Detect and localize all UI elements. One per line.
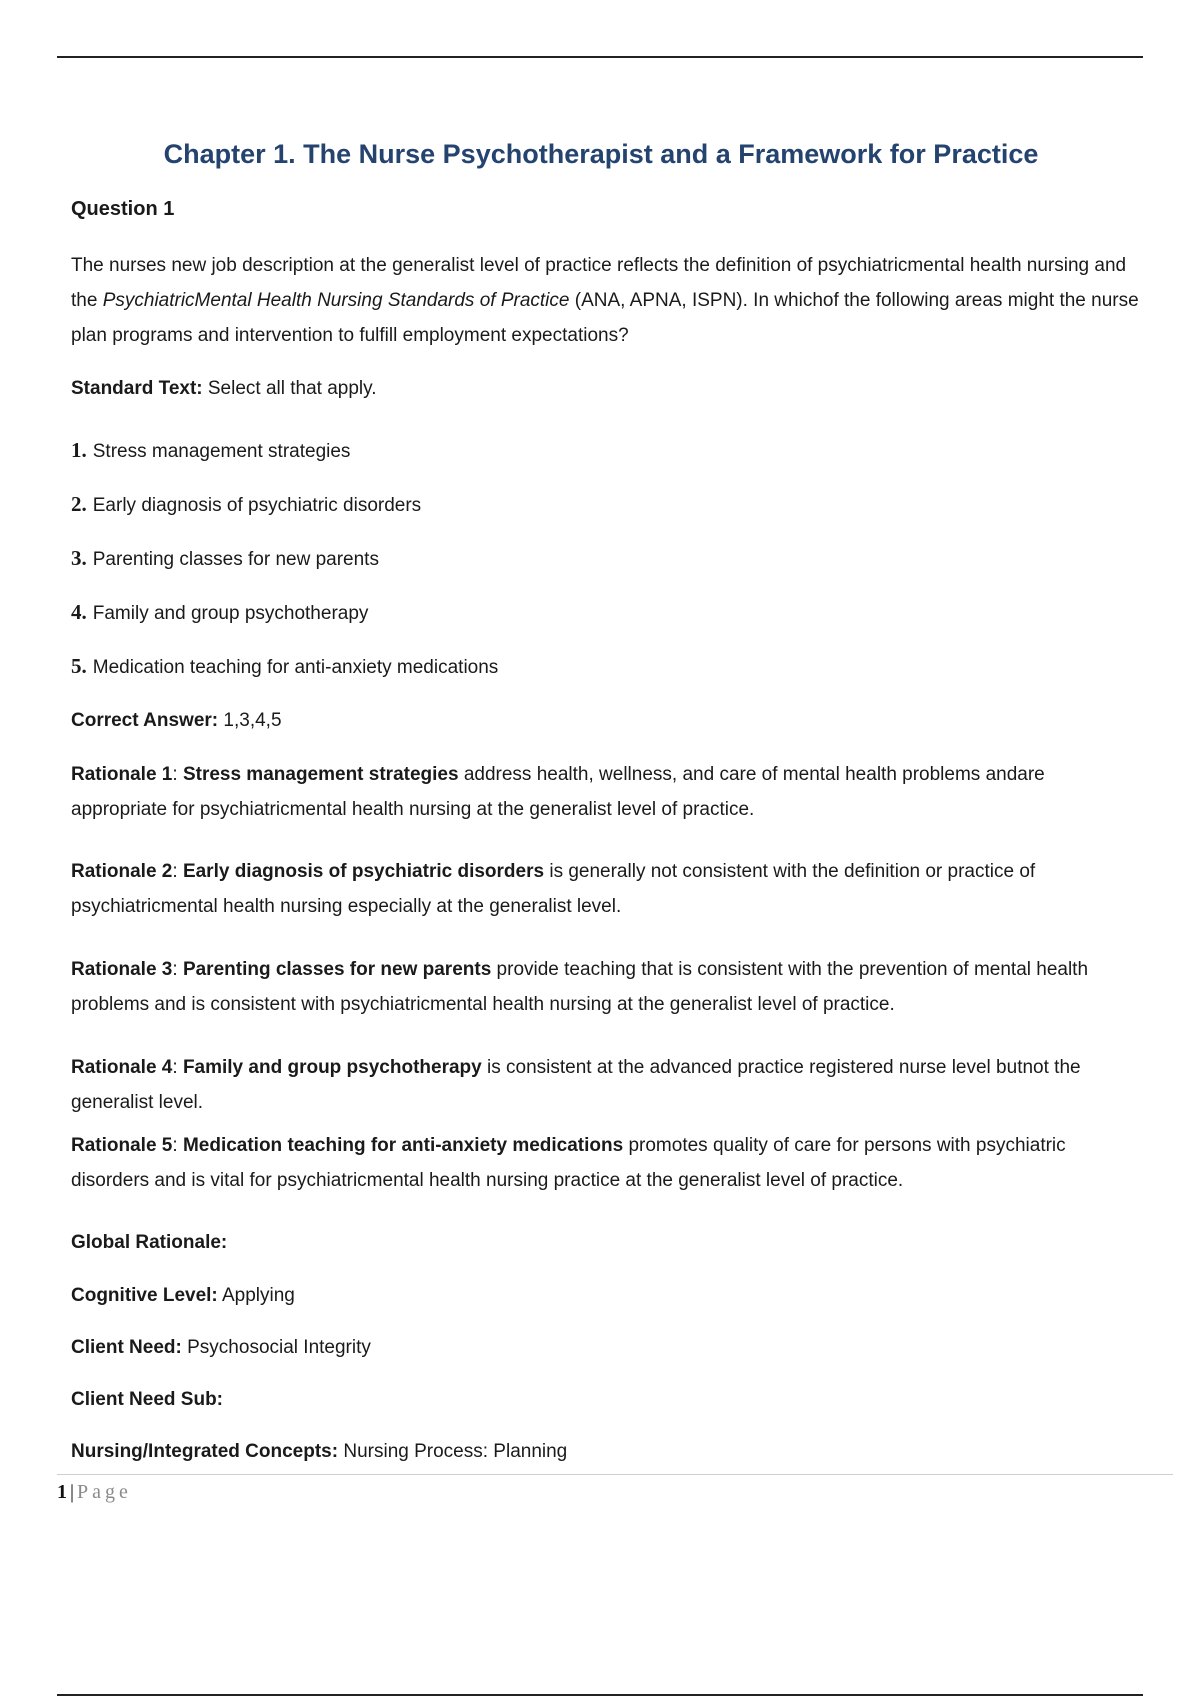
- rationale-colon: :: [172, 861, 183, 882]
- rationale-label: Rationale 4: [71, 1057, 173, 1078]
- rationale-topic: Early diagnosis of psychiatric disorders: [182, 861, 545, 882]
- rationale-topic: Medication teaching for anti-anxiety medications: [182, 1135, 624, 1156]
- correct-answer-value: 1,3,4,5: [218, 710, 282, 731]
- rationale-topic: Stress management strategies: [182, 764, 459, 785]
- rationale-colon: :: [172, 764, 183, 785]
- rationale-text: is generally not consistent with the definition or practice of psychiatricmental health nursing especially at the generalist level.: [71, 861, 1036, 917]
- answer-option: [71, 433, 498, 487]
- rationale-3: [71, 952, 1146, 1022]
- chapter-title: Chapter 1. The Nurse Psychotherapist and a Framework for Practice: [163, 139, 1039, 169]
- client-need-label: Client Need:: [71, 1337, 182, 1358]
- rationale-label: Rationale 1: [71, 764, 173, 785]
- rationale-label: Rationale 3: [71, 959, 173, 980]
- stem-text-continued: (ANA, APNA, ISPN). In whichof the following areas might the nurse plan programs and intervention to fulfill employment expectations?: [71, 290, 1139, 346]
- rationale-label: Rationale 5: [71, 1135, 173, 1156]
- nursing-concepts-value: Nursing Process: Planning: [338, 1441, 568, 1462]
- rationale-colon: :: [172, 1135, 183, 1156]
- cognitive-level-label: Cognitive Level:: [71, 1285, 218, 1306]
- page-footer: [57, 1478, 132, 1506]
- rationale-2: [71, 854, 1146, 924]
- cognitive-level-line: [71, 1279, 1146, 1313]
- footer-divider: [57, 1474, 1173, 1475]
- option-text: Stress management strategies: [92, 441, 351, 462]
- rationale-text: is consistent at the advanced practice registered nurse level butnot the generalist level.: [71, 1057, 1081, 1113]
- correct-answer-line: [71, 704, 1146, 738]
- global-rationale-label: Global Rationale:: [71, 1232, 228, 1253]
- bottom-rule: [57, 1694, 1143, 1696]
- answer-option: [71, 595, 498, 649]
- rationale-5: [71, 1128, 1146, 1198]
- rationale-text: provide teaching that is consistent with the prevention of mental health problems and is consistent with psychiatricmental health nursing at the generalist level of practice.: [71, 959, 1089, 1015]
- client-need-sub-line: [71, 1383, 1146, 1417]
- stem-text: The nurses new job description at the generalist level of practice reflects the definition of psychiatricmental health nursing and the: [71, 255, 1127, 311]
- nursing-concepts-label: Nursing/Integrated Concepts:: [71, 1441, 339, 1462]
- correct-answer-label: Correct Answer:: [71, 710, 219, 731]
- nursing-concepts-line: [71, 1435, 1146, 1469]
- rationale-topic: Parenting classes for new parents: [182, 959, 492, 980]
- client-need-sub-label: Client Need Sub:: [71, 1389, 224, 1410]
- standard-text-label: Standard Text:: [71, 378, 203, 399]
- answer-option: [71, 649, 498, 703]
- option-number: 4.: [71, 600, 87, 624]
- rationale-colon: :: [172, 1057, 183, 1078]
- question-stem: [71, 248, 1146, 353]
- rationale-text: address health, wellness, and care of mental health problems andare appropriate for psychiatricmental health nursing at the generalist level of practice.: [71, 764, 1045, 820]
- global-rationale-line: [71, 1226, 1146, 1260]
- answer-options-list: [71, 433, 498, 703]
- page-separator: |: [70, 1481, 75, 1503]
- option-text: Medication teaching for anti-anxiety medications: [92, 657, 499, 678]
- option-number: 1.: [71, 438, 87, 462]
- top-rule: [57, 56, 1143, 58]
- rationale-4: [71, 1050, 1146, 1120]
- client-need-value: Psychosocial Integrity: [181, 1337, 371, 1358]
- rationale-text: promotes quality of care for persons with psychiatric disorders and is vital for psychiatricmental health nursing practice at the generalist level of practice.: [71, 1135, 1066, 1191]
- rationale-colon: :: [172, 959, 183, 980]
- option-number: 2.: [71, 492, 87, 516]
- page-number: 1: [57, 1481, 67, 1503]
- standard-text-value: Select all that apply.: [202, 378, 377, 399]
- answer-option: [71, 487, 498, 541]
- standards-title: PsychiatricMental Health Nursing Standards of Practice: [102, 290, 570, 311]
- option-number: 5.: [71, 654, 87, 678]
- rationale-label: Rationale 2: [71, 861, 173, 882]
- rationale-topic: Family and group psychotherapy: [182, 1057, 482, 1078]
- page-word: Page: [77, 1481, 132, 1503]
- client-need-line: [71, 1331, 1146, 1365]
- option-text: Early diagnosis of psychiatric disorders: [92, 495, 422, 516]
- rationale-1: [71, 757, 1146, 827]
- answer-option: [71, 541, 498, 595]
- option-text: Family and group psychotherapy: [92, 603, 369, 624]
- option-text: Parenting classes for new parents: [92, 549, 379, 570]
- cognitive-level-value: Applying: [217, 1285, 295, 1306]
- option-number: 3.: [71, 546, 87, 570]
- question-heading: Question 1: [71, 198, 175, 220]
- standard-text-line: [71, 372, 1146, 406]
